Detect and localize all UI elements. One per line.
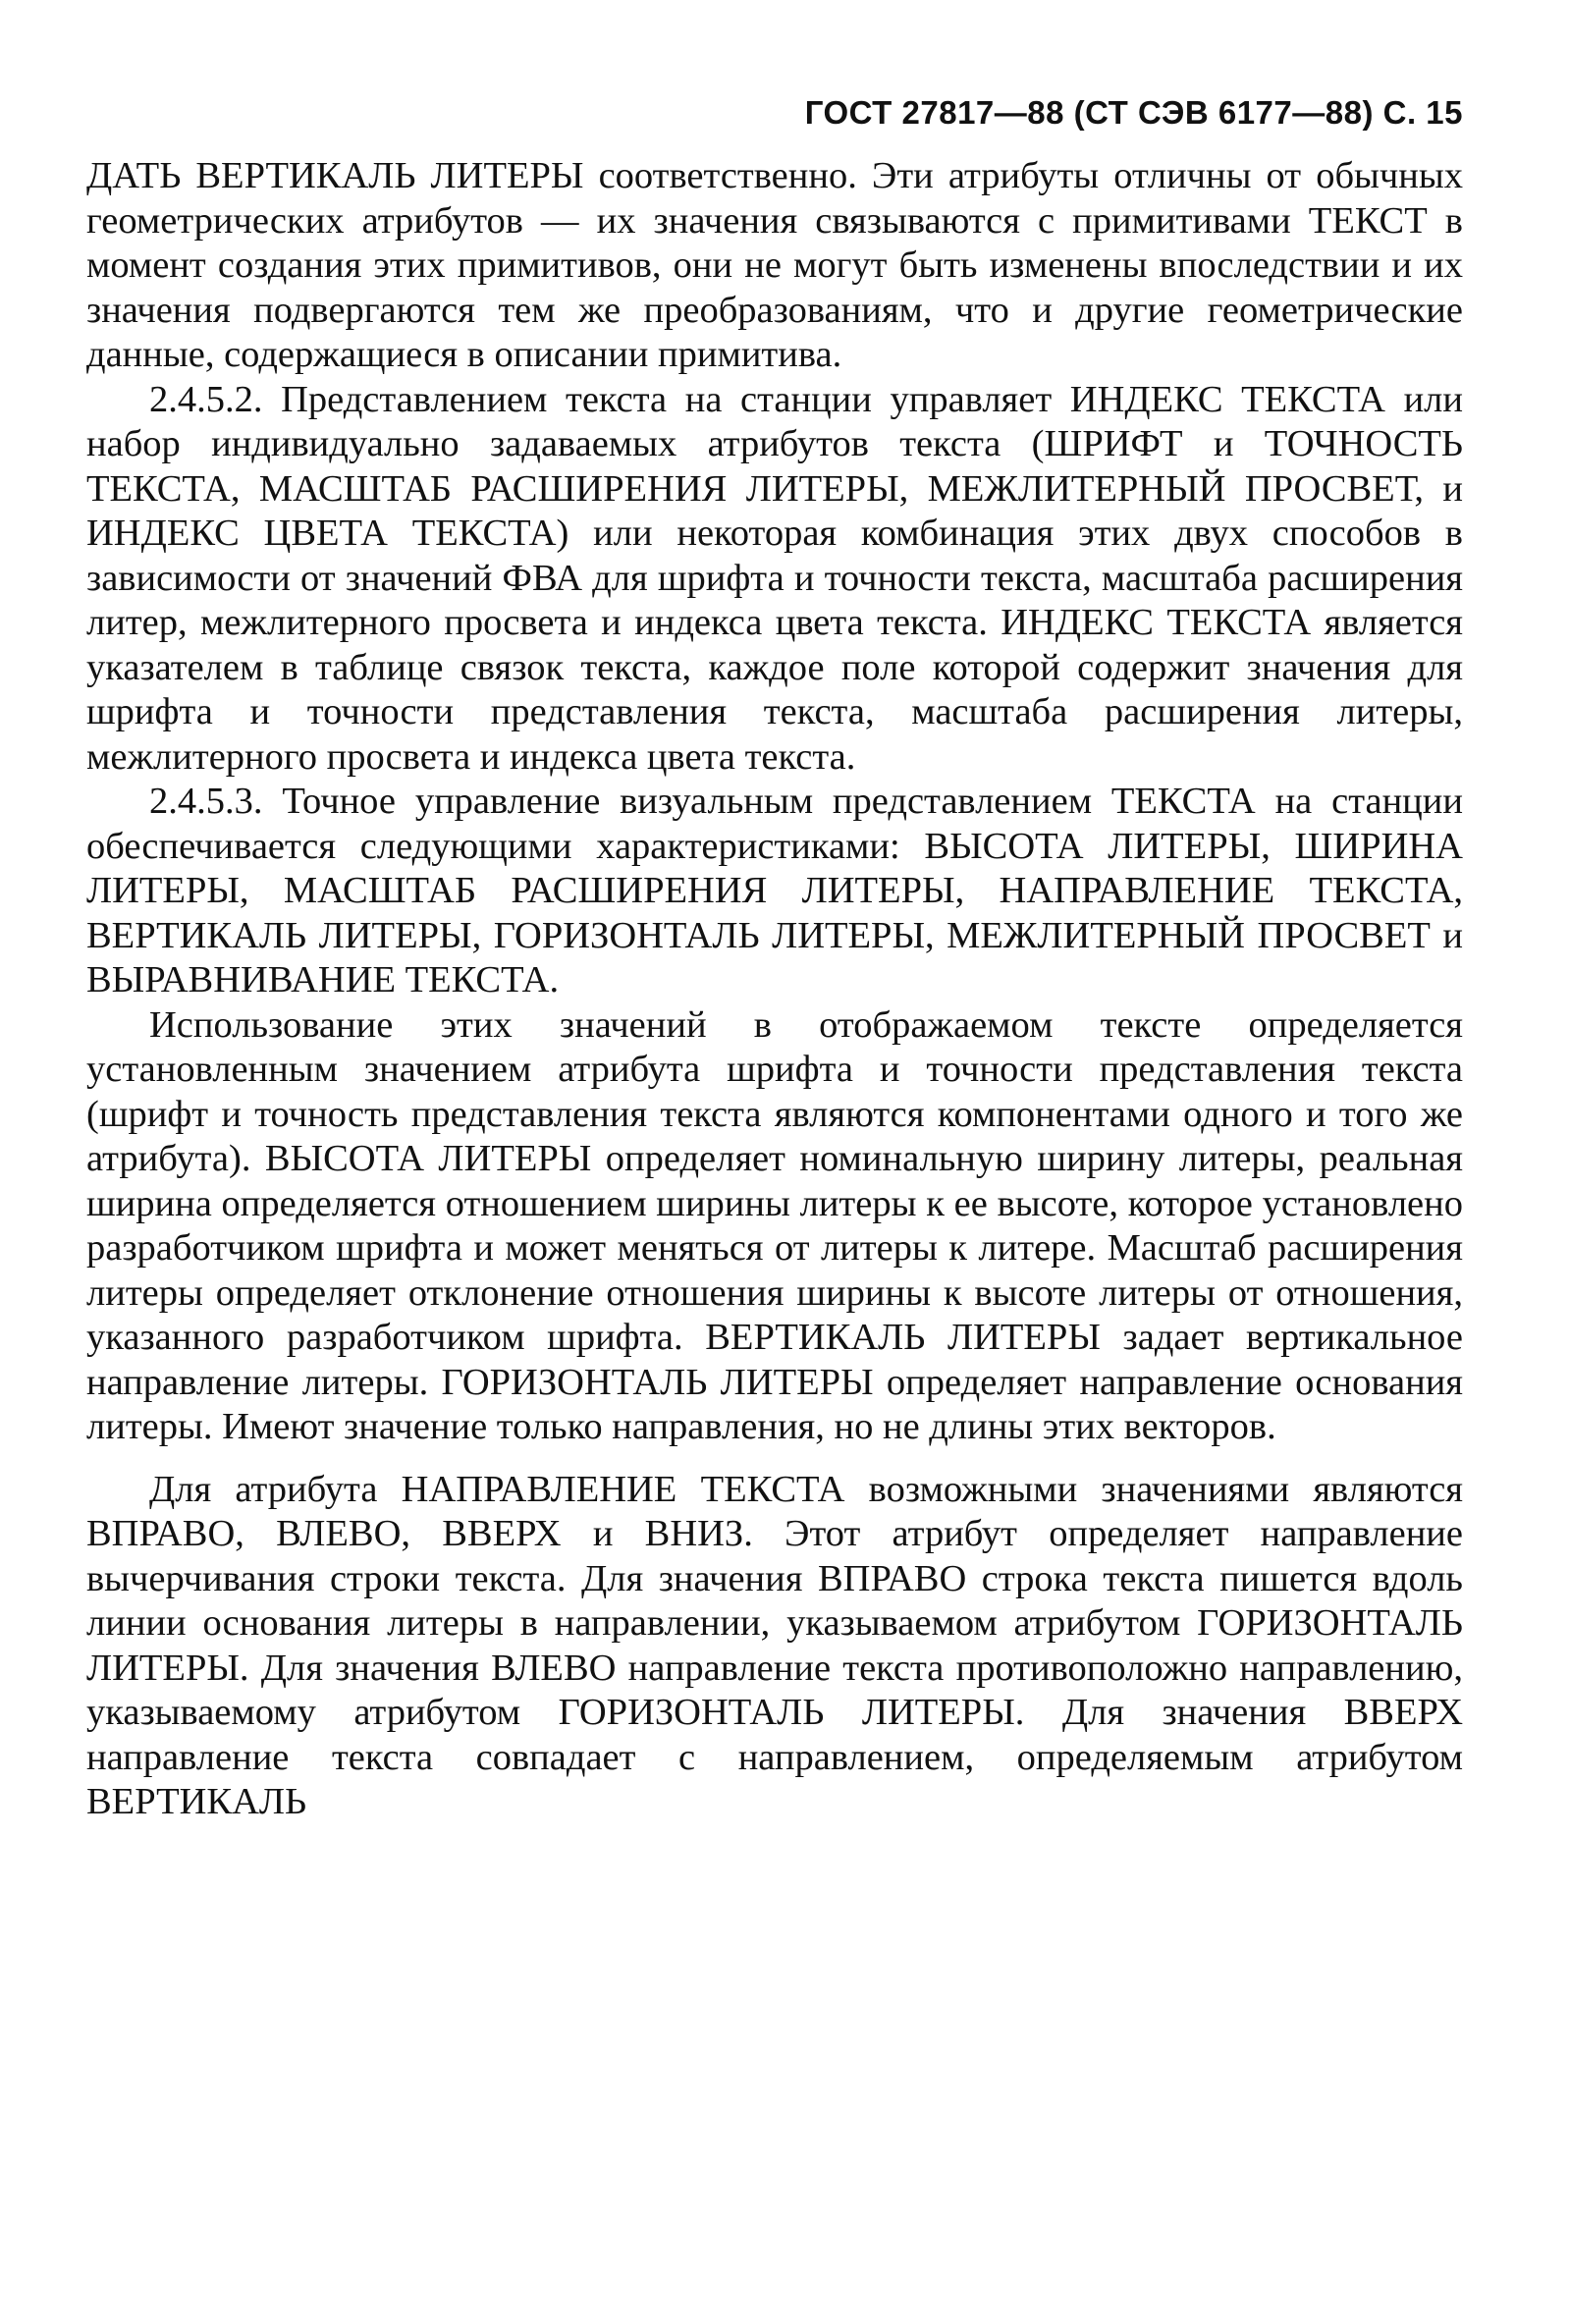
paragraph-usage: Использование этих значений в отображаемом тексте определяется установленным значением атрибута шрифта и точности представления текста (шрифт и точность представления текста являются компонентами одного и того же атрибута). ВЫСОТА ЛИТЕРЫ определяет номинальную ширину литеры, реальная ширина определяется отношением ширины литеры к ее высоте, которое установлено разработчиком шрифта и может меняться от литеры к литере. Масштаб расширения литеры определяет отклонение отношения ширины к высоте литеры от отношения, указанного разработчиком шрифта. ВЕРТИКАЛЬ ЛИТЕРЫ задает вертикальное направление литеры. ГОРИЗОНТАЛЬ ЛИТЕРЫ определяет направление основания литеры. Имеют значение только направления, но не длины этих векторов. (86, 1003, 1463, 1447)
document-body (86, 154, 1463, 1825)
paragraph-continuation: ДАТЬ ВЕРТИКАЛЬ ЛИТЕРЫ соответственно. Эти атрибуты отличны от обычных геометрических атрибутов — их значения связываются с примитивами ТЕКСТ в момент создания этих примитивов, они не могут быть изменены впоследствии и их значения подвергаются тем же преобразованиям, что и другие геометрические данные, содержащиеся в описании примитива. (86, 155, 1463, 375)
running-header: ГОСТ 27817—88 (СТ СЭВ 6177—88) С. 15 (804, 94, 1463, 131)
paragraph-text-direction: Для атрибута НАПРАВЛЕНИЕ ТЕКСТА возможными значениями являются ВПРАВО, ВЛЕВО, ВВЕРХ и ВНИЗ. Этот атрибут определяет направление вычерчивания строки текста. Для значения ВПРАВО строка текста пишется вдоль линии основания литеры в направлении, указываемом атрибутом ГОРИЗОНТАЛЬ ЛИТЕРЫ. Для значения ВЛЕВО направление текста противоположно направлению, указываемому атрибутом ГОРИЗОНТАЛЬ ЛИТЕРЫ. Для значения ВВЕРХ направление текста совпадает с направлением, определяемым атрибутом ВЕРТИКАЛЬ (86, 1468, 1463, 1822)
paragraph-2-4-5-3: 2.4.5.3. Точное управление визуальным представлением ТЕКСТА на станции обеспечивается следующими характеристиками: ВЫСОТА ЛИТЕРЫ, ШИРИНА ЛИТЕРЫ, МАСШТАБ РАСШИРЕНИЯ ЛИТЕРЫ, НАПРАВЛЕНИЕ ТЕКСТА, ВЕРТИКАЛЬ ЛИТЕРЫ, ГОРИЗОНТАЛЬ ЛИТЕРЫ, МЕЖЛИТЕРНЫЙ ПРОСВЕТ и ВЫРАВНИВАНИЕ ТЕКСТА. (86, 781, 1463, 1000)
document-page (86, 93, 1463, 1825)
paragraph-2-4-5-2: 2.4.5.2. Представлением текста на станции управляет ИНДЕКС ТЕКСТА или набор индивидуально задаваемых атрибутов текста (ШРИФТ и ТОЧНОСТЬ ТЕКСТА, МАСШТАБ РАСШИРЕНИЯ ЛИТЕРЫ, МЕЖЛИТЕРНЫЙ ПРОСВЕТ, и ИНДЕКС ЦВЕТА ТЕКСТА) или некоторая комбинация этих двух способов в зависимости от значений ФВА для шрифта и точности текста, масштаба расширения литер, межлитерного просвета и индекса цвета текста. ИНДЕКС ТЕКСТА является указателем в таблице связок текста, каждое поле которой содержит значения для шрифта и точности представления текста, масштаба расширения литеры, межлитерного просвета и индекса цвета текста. (86, 378, 1463, 778)
